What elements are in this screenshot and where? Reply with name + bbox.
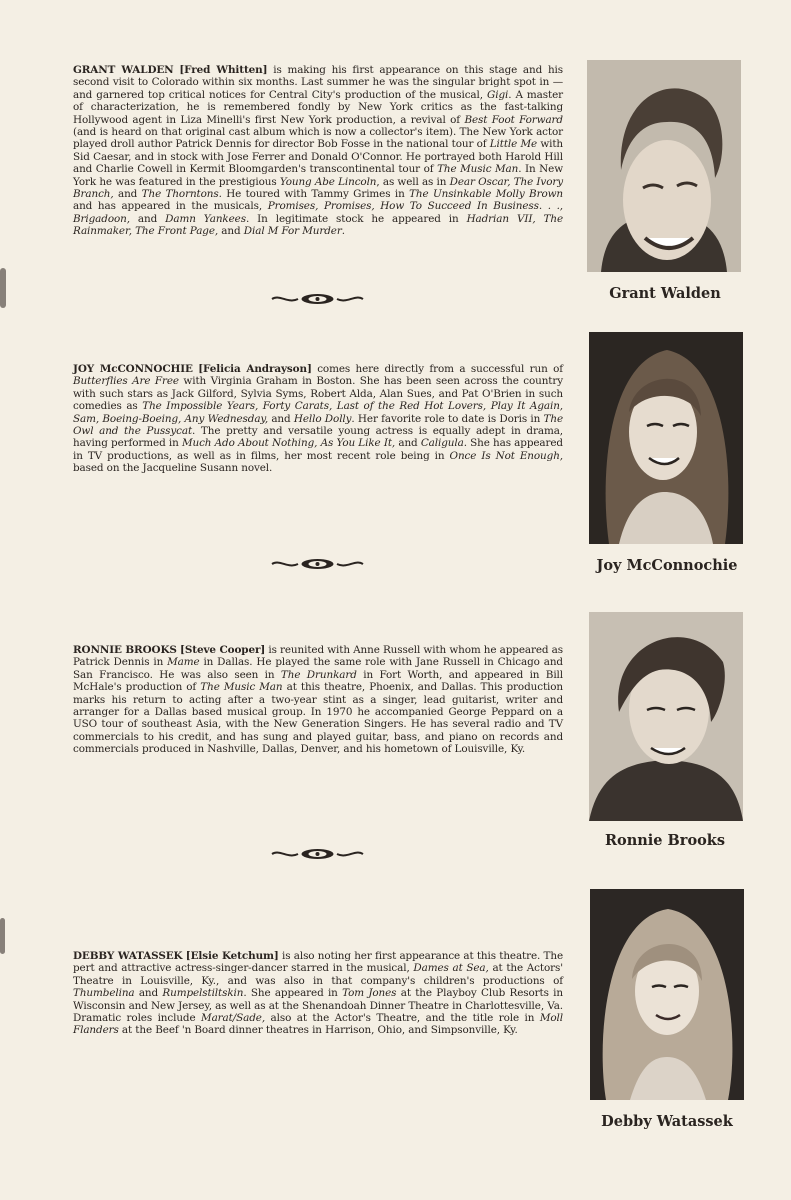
- bio-title-italic: The Thorntons: [141, 188, 219, 201]
- bio-text-run: at the Beef 'n Board dinner theatres in Harrison, Ohio, and Simpsonville, Ky.: [118, 1024, 518, 1037]
- bio-title-italic: Moll Flanders: [73, 1012, 563, 1037]
- bio-grant-walden: [73, 64, 563, 238]
- bio-text-run: with Virginia Graham in Boston. She has been seen across the country with such stars as Jack Gilford, Sylvia Syms, Robert Alda, Alan Sues, and Pat O'Brien in such comedies as: [73, 375, 563, 413]
- bio-text-run: and: [129, 212, 166, 225]
- bio-title-italic: Dear Oscar, The Ivory Branch,: [73, 175, 563, 201]
- photo-grant-walden: [587, 60, 741, 272]
- ornament-divider-icon: [270, 557, 365, 571]
- bio-text-run: is also noting her first appearance at this theatre. The pert and attractive actress-singer-dancer starred in the musical,: [73, 950, 564, 975]
- bio-name: DEBBY WATASSEK: [73, 950, 183, 962]
- bio-text: [73, 950, 563, 1036]
- bio-name: GRANT WALDEN: [73, 64, 174, 76]
- caption-joy-mcconnochie: Joy McConnochie: [596, 557, 738, 574]
- bio-text-run: . He toured with Tammy Grimes in: [218, 188, 410, 201]
- bio-text-run: with Sid Caesar, and in stock with Jose Ferrer and Donald O'Connor. He portrayed both Harold Hill and Charlie Cowell in Kermit Bloomgarden's transcontinental tour of: [73, 138, 564, 176]
- bio-text-run: . In legitimate stock he appeared in: [245, 212, 467, 225]
- bio-text-run: . She appeared in: [243, 987, 343, 1000]
- bio-title-italic: The Music Man: [437, 163, 519, 176]
- bio-title-italic: Mame: [167, 656, 200, 669]
- bio-title-italic: Once Is Not Enough,: [449, 449, 563, 462]
- bio-text-run: and has appeared in the musicals,: [73, 200, 268, 213]
- bio-text-run: . The pretty and versatile young actress is equally adept in drama, having performed in: [73, 425, 563, 450]
- bio-title-italic: Little Me: [489, 138, 538, 151]
- bio-text-run: based on the Jacqueline Susann novel.: [73, 462, 273, 475]
- bio-title-italic: The Owl and the Pussycat: [73, 412, 563, 438]
- bio-title-italic: Young Abe Lincoln: [279, 175, 377, 188]
- bio-text-run: (and is heard on that original cast album which is now a collector's item). The New York actor played droll author Patrick Dennis for director Bob Fosse in the national tour of: [73, 126, 563, 151]
- bio-title-italic: Tom Jones: [342, 987, 397, 1000]
- bio-text-run: is making his first appearance on this stage and his second visit to Colorado within six months. Last summer he was the singular bright spot in — and garnered top critical notices for Central City's production of the musical,: [73, 64, 563, 101]
- bio-role: [Fred Whitten]: [179, 64, 268, 76]
- bio-title-italic: Thumbelina: [73, 987, 135, 1000]
- bio-text-run: . In New York he was featured in the prestigious: [73, 163, 563, 188]
- bio-text-run: in Dallas. He played the same role with Jane Russell in Chicago and San Francisco. He was also seen in: [73, 656, 563, 681]
- bio-role: [Steve Cooper]: [180, 644, 266, 656]
- bio-title-italic: The Drunkard: [280, 668, 357, 681]
- bio-title-italic: Promises, Promises, How To Succeed In Business. . ., Brigadoon,: [73, 200, 563, 225]
- bio-text-run: . She has appeared in TV productions, as well as in films, her most recent role being in: [73, 437, 563, 462]
- bio-ronnie-brooks: [73, 644, 563, 756]
- bio-title-italic: The Music Man: [200, 681, 283, 694]
- bio-text-run: and: [268, 412, 294, 425]
- bio-title-italic: Gigi: [487, 88, 509, 101]
- photo-ronnie-brooks: [589, 612, 743, 821]
- bio-text-run: and: [134, 987, 163, 1000]
- bio-title-italic: Dial M For Murder: [243, 225, 342, 238]
- bio-text-run: at the Playboy Club Resorts in Wisconsin and New Jersey, as well as at the Shenandoah Dinner Theatre in Charlottesville, Va. Dramatic roles include: [73, 987, 563, 1025]
- bio-title-italic: Damn Yankees: [165, 212, 246, 225]
- bio-text-run: at this theatre, Phoenix, and Dallas. This production marks his return to acting after a two-year stint as a singer, lead guitarist, writer and arranger for a Dallas based musical group. In 1970 he accompanied George Peppard on a USO tour of southeast Asia, with the New Generation Singers. He has several radio and TV commercials to his credit, and has sung and played guitar, bass, and piano on records and commercials produced in Nashville, Dallas, Denver, and his hometown of Louisville, Ky.: [73, 681, 563, 756]
- caption-ronnie-brooks: Ronnie Brooks: [604, 832, 726, 849]
- bio-text-run: is reunited with Anne Russell with whom he appeared as Patrick Dennis in: [73, 644, 563, 669]
- bio-title-italic: Hadrian VII, The Rainmaker, The Front Page,: [73, 212, 564, 238]
- bio-text: [73, 64, 563, 237]
- bio-name: RONNIE BROOKS: [73, 644, 177, 656]
- bio-text-run: at the Actors' Theatre in Louisville, Ky., and was also in that company's children's productions of: [73, 962, 563, 987]
- bio-text-run: and: [395, 437, 421, 450]
- ornament-divider-icon: [270, 292, 365, 306]
- bio-debby-watassek: [73, 950, 563, 1037]
- caption-debby-watassek: Debby Watassek: [601, 1113, 733, 1130]
- bio-text-run: , as well as in: [376, 175, 450, 188]
- bio-text-run: also at the Actor's Theatre, and the title role in: [265, 1012, 540, 1025]
- photo-debby-watassek: [590, 889, 744, 1100]
- bio-title-italic: The Impossible Years, Forty Carats, Last of the Red Hot Lovers, Play It Again, Sam, Boeing-Boeing, Any Wednesday,: [73, 400, 564, 425]
- edge-mark-top: [0, 268, 6, 308]
- bio-text-run: in Fort Worth, and appeared in Bill McHale's production of: [73, 668, 564, 694]
- bio-title-italic: Dames at Sea,: [413, 962, 489, 975]
- edge-mark-bottom: [0, 918, 5, 954]
- bio-name: JOY McCONNOCHIE: [73, 363, 193, 375]
- bio-text: [73, 644, 563, 755]
- caption-grant-walden: Grant Walden: [609, 285, 721, 302]
- bio-title-italic: Best Foot Forward: [464, 113, 563, 126]
- bio-text-run: .: [341, 225, 345, 238]
- bio-text: [73, 363, 563, 474]
- bio-title-italic: The Unsinkable Molly Brown: [409, 188, 563, 201]
- bio-joy-mcconnochie: [73, 363, 563, 475]
- photo-joy-mcconnochie: [589, 332, 743, 544]
- bio-title-italic: Rumpelstiltskin: [162, 987, 244, 1000]
- bio-role: [Felicia Andrayson]: [198, 363, 312, 375]
- bio-text-run: and: [218, 225, 244, 238]
- bio-text-run: and: [113, 188, 142, 201]
- bio-title-italic: Hello Dolly: [293, 412, 352, 425]
- bio-title-italic: Marat/Sade,: [201, 1012, 266, 1025]
- bio-text-run: . Her favorite role to date is Doris in: [351, 412, 544, 425]
- bio-title-italic: Much Ado About Nothing, As You Like It,: [181, 437, 396, 450]
- ornament-divider-icon: [270, 847, 365, 861]
- bio-text-run: . A master of characterization, he is remembered fondly by New York critics as the fast-talking Hollywood agent in Liza Minelli's first New York production, a revival of: [73, 88, 563, 126]
- bio-role: [Elsie Ketchum]: [185, 950, 279, 962]
- bio-title-italic: Butterflies Are Free: [73, 375, 179, 388]
- bio-title-italic: Caligula: [420, 437, 464, 450]
- bio-text-run: comes here directly from a successful run of: [311, 363, 563, 375]
